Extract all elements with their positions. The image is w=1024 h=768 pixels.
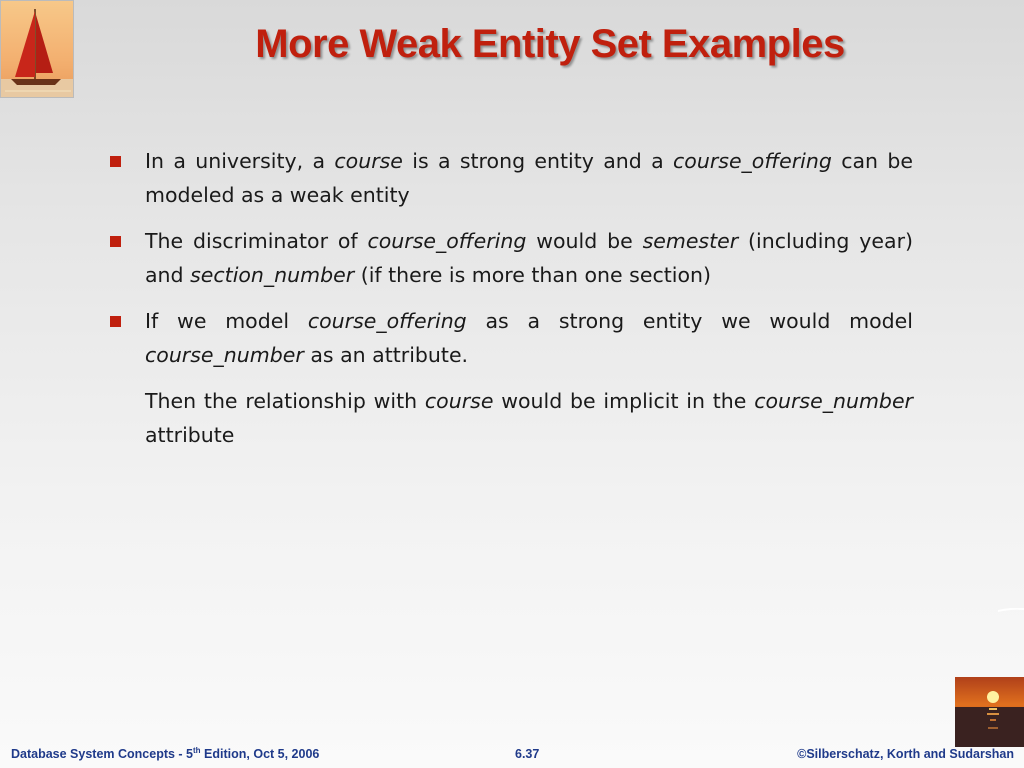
- bullet-item: [108, 224, 913, 292]
- text-run: (including year) and: [145, 229, 914, 287]
- text-run: Then the relationship with: [145, 389, 425, 413]
- text-run: as a strong entity we would model: [466, 309, 913, 333]
- sailboat-icon: [0, 0, 74, 98]
- italic-term: course: [424, 389, 494, 413]
- decorative-stroke: [998, 608, 1024, 612]
- italic-term: course: [334, 149, 403, 173]
- slide-content: [108, 144, 913, 452]
- square-bullet-icon: [110, 236, 121, 247]
- bullet-text: [145, 149, 913, 207]
- text-run: In a university, a: [145, 149, 335, 173]
- italic-term: semester: [642, 229, 739, 253]
- page-number: 6.37: [515, 747, 540, 761]
- bullet-item: [108, 304, 913, 372]
- bullet-text: [145, 309, 913, 367]
- italic-term: course_number: [754, 389, 913, 413]
- slide-title: More Weak Entity Set Examples: [255, 22, 845, 66]
- text-run: would be: [526, 229, 643, 253]
- bullet-item: [108, 144, 913, 212]
- continuation-text: [145, 389, 913, 447]
- text-run: can be modeled as a weak entity: [145, 149, 913, 207]
- text-run: If we model: [145, 309, 308, 333]
- text-run: would be implicit in the: [493, 389, 755, 413]
- sunset-icon: [955, 677, 1024, 747]
- bullet-text: [145, 229, 913, 287]
- footer-book-info: Database System Concepts - 5th Edition, Oct 5, 2006: [11, 745, 320, 761]
- continuation-paragraph: [108, 384, 913, 452]
- text-run: as an attribute.: [303, 343, 469, 367]
- square-bullet-icon: [110, 316, 121, 327]
- text-run: attribute: [145, 423, 235, 447]
- italic-term: course_offering: [367, 229, 527, 253]
- slide-footer: [0, 746, 1024, 768]
- italic-term: course_offering: [673, 149, 832, 173]
- square-bullet-icon: [110, 156, 121, 167]
- italic-term: course_offering: [307, 309, 467, 333]
- text-run: is a strong entity and a: [402, 149, 674, 173]
- text-run: (if there is more than one section): [354, 263, 711, 287]
- text-run: The discriminator of: [145, 229, 368, 253]
- italic-term: course_number: [145, 343, 304, 367]
- italic-term: section_number: [190, 263, 355, 287]
- footer-copyright: ©Silberschatz, Korth and Sudarshan: [797, 747, 1014, 761]
